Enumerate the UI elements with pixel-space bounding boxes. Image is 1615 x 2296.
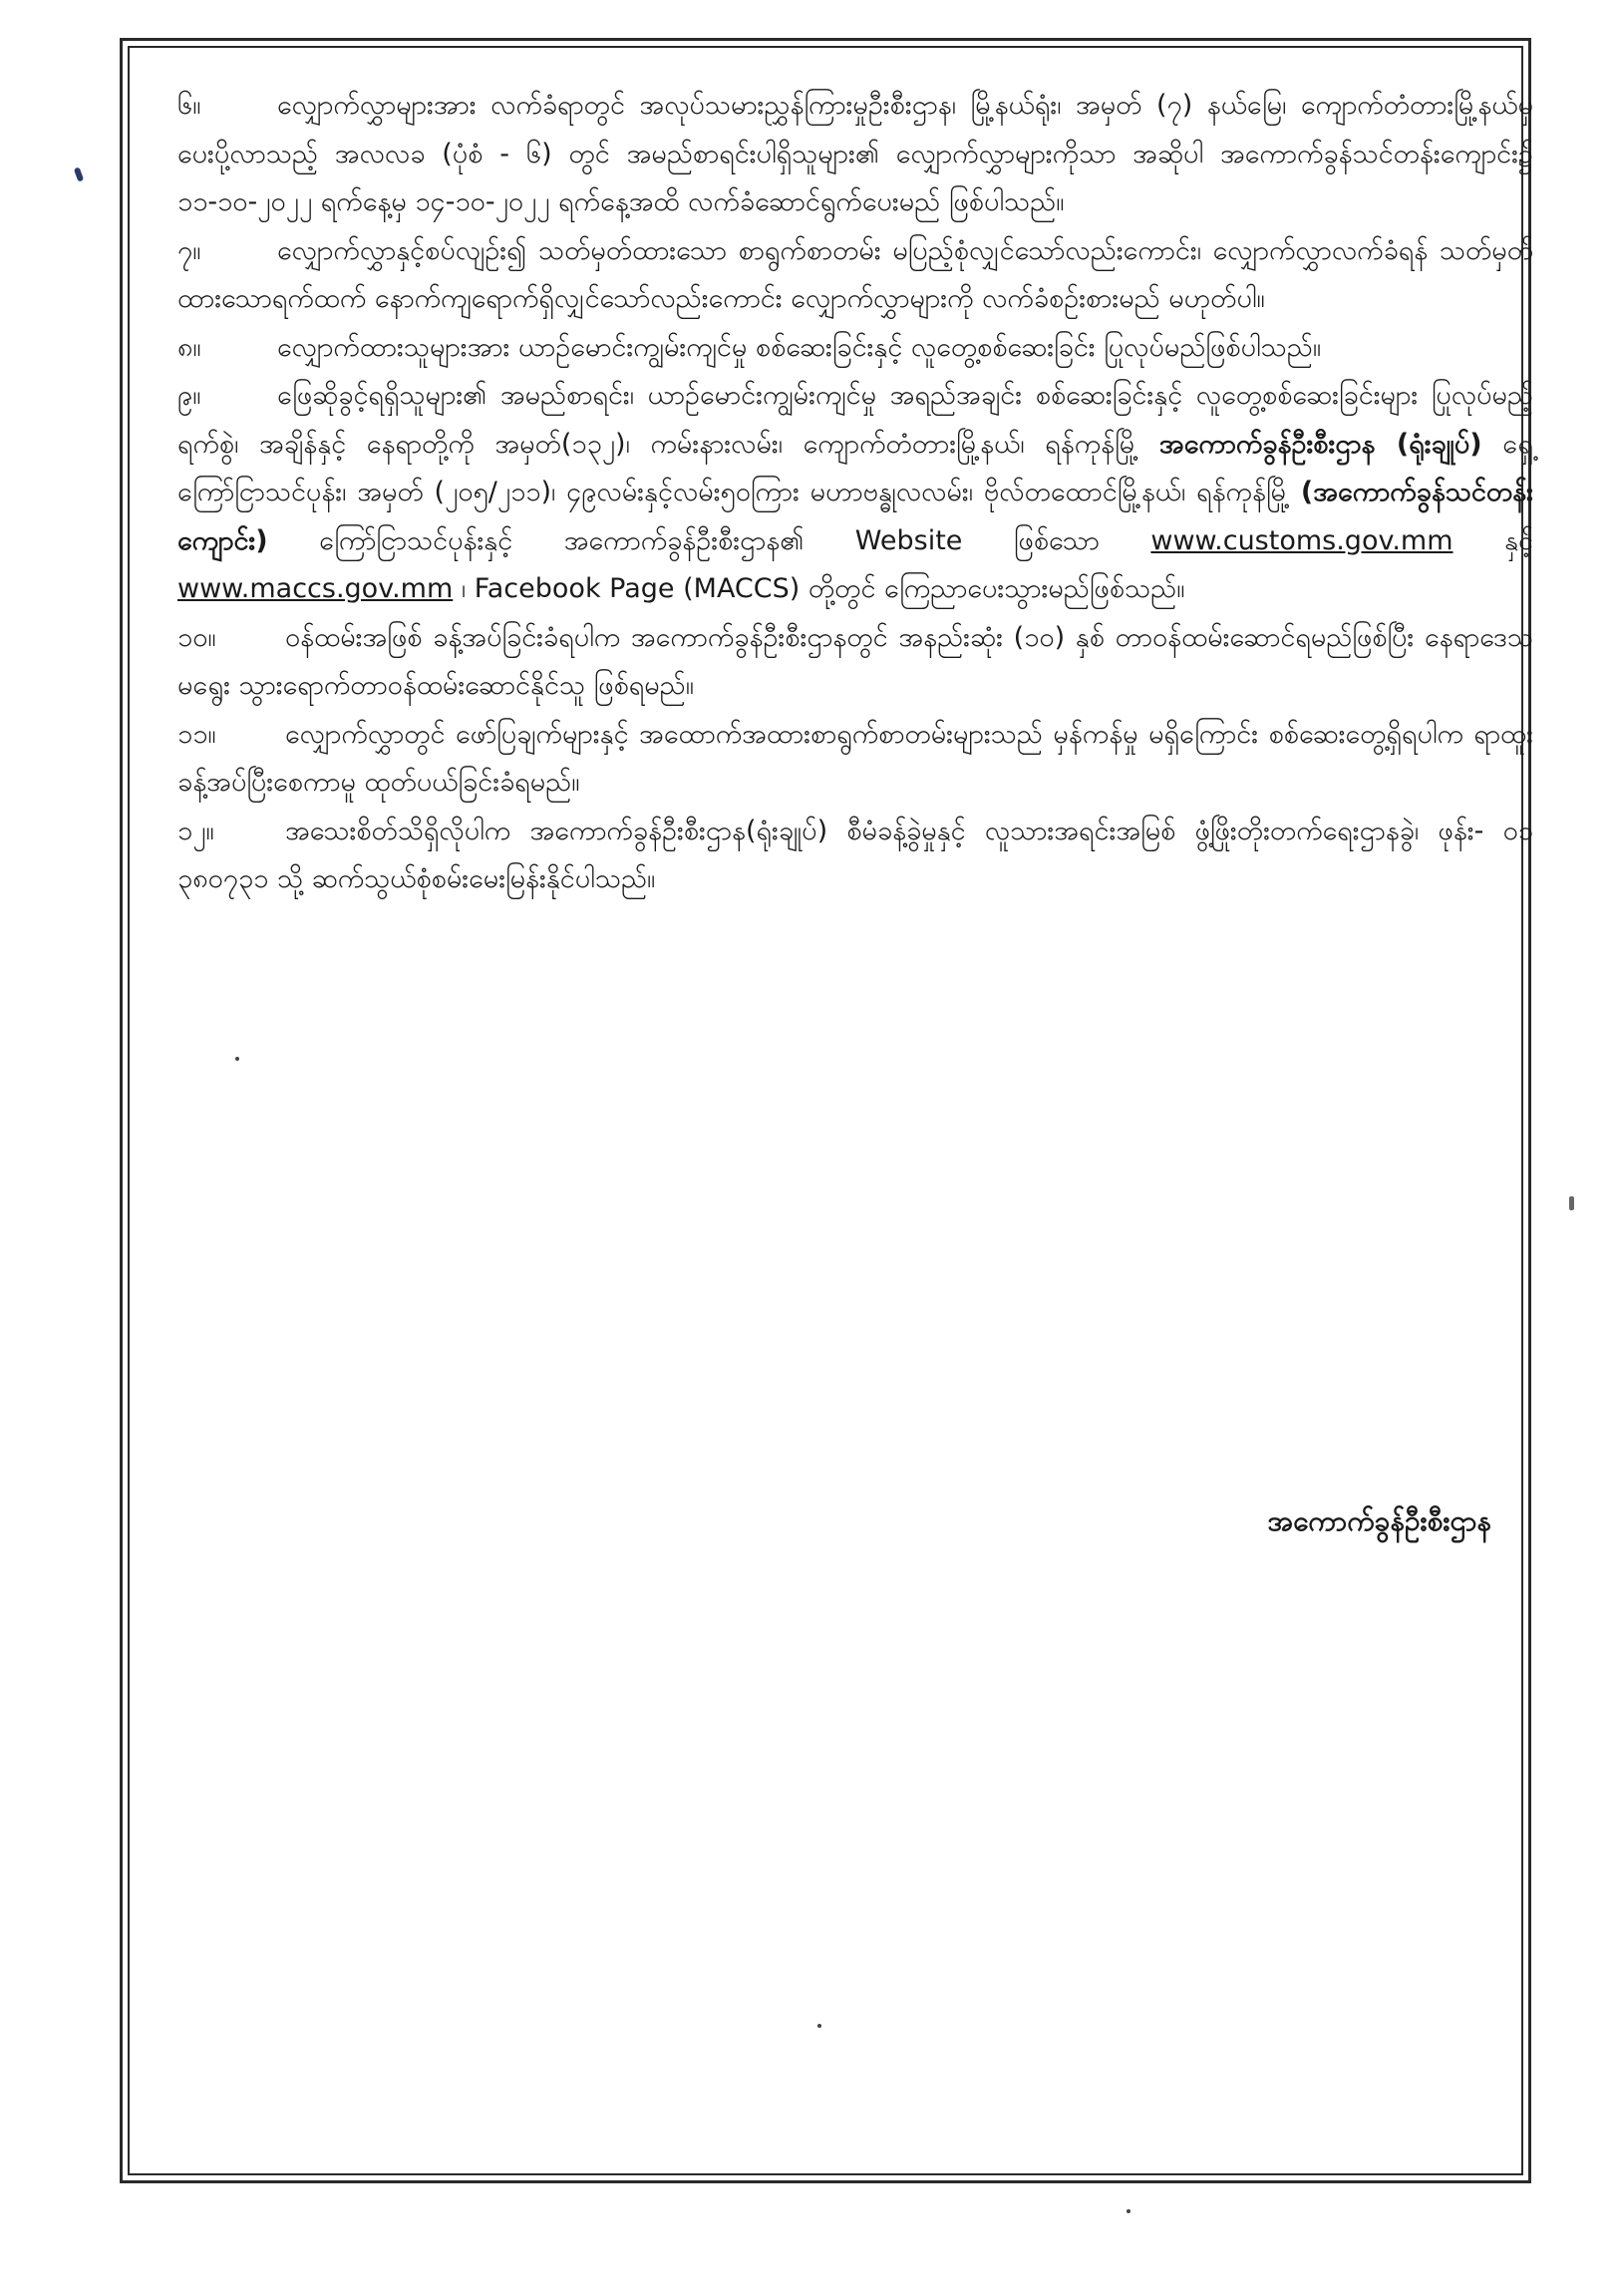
paragraph-text: ၊ Facebook Page (MACCS) တို့တွင် ကြေညာပေးသွားမည်ဖြစ်သည်။	[461, 573, 1185, 604]
paragraph-text: လျှောက်လွှာတွင် ဖော်ပြချက်များနှင့် အထောက်အထားစာရွက်စာတမ်းများသည် မှန်ကန်မှု မရှိကြောင်း စစ်ဆေးတွေ့ရှိရပါက ရာထူးခန့်အပ်ပြီးစေကာမူ ထုတ်ပယ်ခြင်းခံရမည်။	[177, 718, 1533, 798]
paragraph-number: ၈။	[177, 331, 201, 363]
paragraph-text: ရှေ့ကြော်ငြာသင်ပုန်း၊ အမှတ် (၂၀၅/၂၁၁)၊ ၄၉လမ်းနှင့်လမ်း၅၀ကြား မဟာဗန္ဓုလလမ်း၊ ဗိုလ်တထောင်မြို့နယ်၊ ရန်ကုန်မြို့	[177, 428, 1533, 507]
scan-speck	[235, 1057, 239, 1061]
scan-speck	[817, 2024, 821, 2028]
paragraph-text: နှင့်	[1504, 524, 1533, 556]
scan-mark	[1569, 1196, 1574, 1210]
paragraph-text: လျှောက်လွှာနှင့်စပ်လျဉ်း၍ သတ်မှတ်ထားသော စာရွက်စာတမ်း မပြည့်စုံလျှင်သော်လည်းကောင်း၊ လျှောက်လွှာလက်ခံရန် သတ်မှတ်ထားသောရက်ထက် နောက်ကျရောက်ရှိလျှင်သော်လည်းကောင်း လျှောက်လွှာများကို လက်ခံစဉ်းစားမည် မဟုတ်ပါ။	[177, 234, 1533, 314]
website-link[interactable]: www.maccs.gov.mm	[177, 573, 454, 604]
paragraph	[177, 82, 1533, 227]
paragraph	[177, 614, 1533, 711]
paragraph-text: အသေးစိတ်သိရှိလိုပါက အကောက်ခွန်ဦးစီးဌာန(ရုံးချုပ်) စီမံခန့်ခွဲမှုနှင့် လူသားအရင်းအမြစ် ဖွံ့ဖြိုးတိုးတက်ရေးဌာနခွဲ၊ ဖုန်း- ၀၁ ၃၈၀၇၃၁ သို့ ဆက်သွယ်စုံစမ်းမေးမြန်းနိုင်ပါသည်။	[177, 815, 1533, 894]
scan-mark	[74, 166, 84, 181]
paragraph	[177, 372, 1533, 614]
paragraph	[177, 324, 1533, 373]
paragraph-number: ၁၂။	[177, 815, 214, 846]
paragraph-number: ၆။	[177, 90, 201, 121]
paragraph	[177, 227, 1533, 324]
paragraph	[177, 711, 1533, 808]
paragraph-text: ကြော်ငြာသင်ပုန်းနှင့် အကောက်ခွန်ဦးစီးဌာန၏ Website ဖြစ်သော	[319, 524, 1100, 556]
paragraph	[177, 808, 1533, 904]
bold-text: (အကောက်ခွန်သင်တန်းကျောင်း)	[177, 477, 1533, 556]
paragraph-text: လျှောက်လွှာများအား လက်ခံရာတွင် အလုပ်သမားညွှန်ကြားမှုဦးစီးဌာန၊ မြို့နယ်ရုံး၊ အမှတ် (၇) နယ်မြေ၊ ကျောက်တံတားမြို့နယ်မှ ပေးပို့လာသည့် အလလခ (ပုံစံ - ၆) တွင် အမည်စာရင်းပါရှိသူများ၏ လျှောက်လွှာများကိုသာ အဆိုပါ အကောက်ခွန်သင်တန်းကျောင်း၌ ၁၁-၁၀-၂၀၂၂ ရက်နေ့မှ ၁၄-၁၀-၂၀၂၂ ရက်နေ့အထိ လက်ခံဆောင်ရွက်ပေးမည် ဖြစ်ပါသည်။	[177, 90, 1533, 217]
scan-speck	[1127, 2209, 1130, 2213]
paragraph-number: ၁၁။	[177, 718, 216, 750]
paragraph-number: ၁၀။	[177, 621, 216, 653]
paragraph-text: ဝန်ထမ်းအဖြစ် ခန့်အပ်ခြင်းခံရပါက အကောက်ခွန်ဦးစီးဌာနတွင် အနည်းဆုံး (၁၀) နှစ် တာဝန်ထမ်းဆောင်ရမည်ဖြစ်ပြီး နေရာဒေသမရွေး သွားရောက်တာဝန်ထမ်းဆောင်နိုင်သူ ဖြစ်ရမည်။	[177, 621, 1533, 701]
website-link[interactable]: www.customs.gov.mm	[1150, 524, 1454, 556]
bold-text: အကောက်ခွန်ဦးစီးဌာန (ရုံးချုပ်)	[1158, 428, 1482, 460]
paragraph-text: ဖြေဆိုခွင့်ရရှိသူများ၏ အမည်စာရင်း၊ ယာဉ်မောင်းကျွမ်းကျင်မှု အရည်အချင်း စစ်ဆေးခြင်းနှင့် လူတွေ့စစ်ဆေးခြင်းများ ပြုလုပ်မည့် ရက်စွဲ၊ အချိန်နှင့် နေရာတို့ကို အမှတ်(၁၃၂)၊ ကမ်းနားလမ်း၊ ကျောက်တံတားမြို့နယ်၊ ရန်ကုန်မြို့	[177, 380, 1533, 460]
paragraph-text: လျှောက်ထားသူများအား ယာဉ်မောင်းကျွမ်းကျင်မှု စစ်ဆေးခြင်းနှင့် လူတွေ့စစ်ဆေးခြင်း ပြုလုပ်မည်ဖြစ်ပါသည်။	[277, 331, 1322, 363]
paragraph-number: ၉။	[177, 380, 201, 411]
paragraph-number: ၇။	[177, 234, 201, 266]
document-body	[177, 82, 1533, 904]
signature-department: အကောက်ခွန်ဦးစီးဌာန	[1267, 1504, 1491, 1537]
